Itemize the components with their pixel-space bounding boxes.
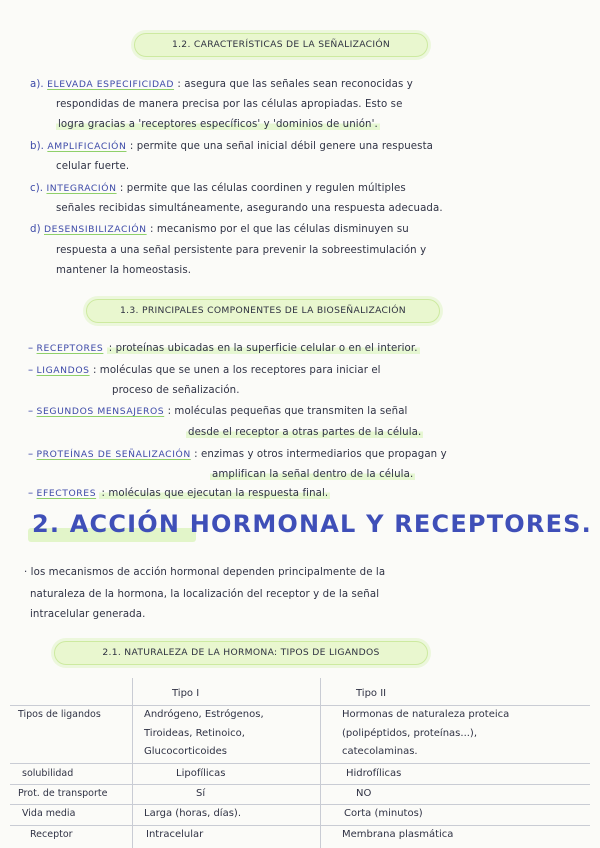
component-proteinas-senalizacion	[28, 449, 447, 460]
characteristic-a-text-3: logra gracias a 'receptores específicos' y 'dominios de unión'.	[58, 119, 378, 130]
cell-tipo1-vida-media: Larga (horas, días).	[144, 808, 241, 819]
characteristic-b-text-1: : permite que una señal inicial débil genere una respuesta	[129, 141, 434, 152]
col-header-tipo-2: Tipo II	[356, 688, 387, 699]
keyword-ligandos: LIGANDOS	[36, 365, 90, 376]
component-efectores-text: : moléculas que ejecutan la respuesta final.	[101, 488, 329, 499]
characteristic-d-text-1: : mecanismo por el que las células disminuyen su	[149, 224, 409, 235]
characteristic-c-text-1: : permite que las células coordinen y regulen múltiples	[119, 183, 406, 194]
cell-tipo1-transporte: Sí	[196, 788, 206, 799]
cell-tipo1-receptor: Intracelular	[146, 829, 204, 840]
cell-tipo2-solubilidad: Hidrofílicas	[346, 768, 402, 779]
section-2-intro-text-3: intracelular generada.	[30, 609, 146, 620]
marker-c: c).	[30, 183, 44, 194]
table-divider	[10, 705, 590, 706]
component-receptores	[28, 343, 420, 354]
keyword-amplificacion: AMPLIFICACIÓN	[47, 141, 127, 152]
characteristic-a-line-3	[56, 119, 380, 130]
cell-tipo1-ligandos-2: Tiroideas, Retinoico,	[144, 728, 245, 739]
characteristic-b-line-2	[56, 161, 129, 172]
row-label-solubilidad: solubilidad	[22, 768, 74, 779]
marker-d: d)	[30, 224, 41, 235]
component-proteinas-line-2	[210, 469, 415, 480]
component-receptores-text: : proteínas ubicadas en la superficie celular o en el interior.	[108, 343, 418, 354]
section-header-1-3-text: 1.3. PRINCIPALES COMPONENTES DE LA BIOSEÑALIZACIÓN	[120, 305, 406, 316]
characteristic-d-line-1	[30, 224, 409, 235]
row-label-tipos-ligandos: Tipos de ligandos	[18, 709, 101, 720]
cell-tipo2-ligandos-3: catecolaminas.	[342, 746, 418, 757]
component-segundos-mensajeros	[28, 406, 407, 417]
keyword-segundos-mensajeros: SEGUNDOS MENSAJEROS	[36, 406, 165, 417]
dash-bullet: –	[28, 343, 34, 354]
cell-tipo2-ligandos-2: (polipéptidos, proteínas...),	[342, 728, 478, 739]
keyword-receptores: RECEPTORES	[36, 343, 104, 354]
characteristic-a-line-1	[30, 79, 413, 90]
characteristic-a-line-2	[56, 99, 402, 110]
component-proteinas-text-1: : enzimas y otros intermediarios que propagan y	[194, 449, 447, 460]
col-header-tipo-1: Tipo I	[172, 688, 200, 699]
dash-bullet: –	[28, 365, 34, 376]
keyword-desensibilizacion: DESENSIBILIZACIÓN	[44, 224, 147, 235]
table-divider	[10, 825, 590, 826]
section-header-2-1-text: 2.1. NATURALEZA DE LA HORMONA: TIPOS DE LIGANDOS	[102, 647, 380, 658]
cell-tipo2-vida-media: Corta (minutos)	[344, 808, 423, 819]
characteristic-d-line-3	[56, 265, 191, 276]
cell-tipo2-transporte: NO	[356, 788, 372, 799]
section-header-1-3	[86, 299, 440, 323]
dash-bullet: –	[28, 449, 34, 460]
characteristic-d-line-2	[56, 245, 426, 256]
cell-tipo2-receptor: Membrana plasmática	[342, 829, 454, 840]
keyword-proteinas-senalizacion: PROTEÍNAS DE SEÑALIZACIÓN	[36, 449, 191, 460]
section-2-intro-text-1: · los mecanismos de acción hormonal dependen principalmente de la	[24, 567, 386, 578]
component-segundos-mensajeros-text-1: : moléculas pequeñas que transmiten la señal	[167, 406, 408, 417]
keyword-elevada-especificidad: ELEVADA ESPECIFICIDAD	[47, 79, 175, 90]
marker-a: a).	[30, 79, 44, 90]
characteristic-a-text-2: respondidas de manera precisa por las células apropiadas. Esto se	[56, 99, 403, 110]
marker-b: b).	[30, 141, 44, 152]
row-label-receptor: Receptor	[30, 829, 73, 840]
cell-tipo2-ligandos-1: Hormonas de naturaleza proteica	[342, 709, 510, 720]
keyword-efectores: EFECTORES	[36, 488, 97, 499]
characteristic-c-line-1	[30, 183, 406, 194]
keyword-integracion: INTEGRACIÓN	[46, 183, 117, 194]
table-divider	[10, 763, 590, 764]
section-2-title: 2. ACCIÓN HORMONAL Y RECEPTORES.	[32, 510, 592, 538]
section-2-intro-text-2: naturaleza de la hormona, la localización del receptor y de la señal	[30, 589, 380, 600]
cell-tipo1-ligandos-1: Andrógeno, Estrógenos,	[144, 709, 264, 720]
characteristic-b-text-2: celular fuerte.	[56, 161, 130, 172]
section-header-1-2-text: 1.2. CARACTERÍSTICAS DE LA SEÑALIZACIÓN	[171, 39, 391, 50]
component-ligandos	[28, 365, 381, 376]
component-segundos-mensajeros-line-2	[186, 427, 423, 438]
section-2-intro-line-2	[30, 589, 379, 600]
component-ligandos-text-1: : moléculas que se unen a los receptores para iniciar el	[92, 365, 381, 376]
component-segundos-mensajeros-text-2: desde el receptor a otras partes de la célula.	[188, 427, 422, 438]
component-proteinas-text-2: amplifican la señal dentro de la célula.	[212, 469, 414, 480]
table-divider	[10, 804, 590, 805]
cell-tipo1-solubilidad: Lipofílicas	[176, 768, 226, 779]
dash-bullet: –	[28, 406, 34, 417]
component-efectores	[28, 488, 330, 499]
section-header-2-1	[54, 641, 428, 665]
row-label-prot-transporte: Prot. de transporte	[18, 788, 108, 799]
characteristic-d-text-2: respuesta a una señal persistente para prevenir la sobreestimulación y	[56, 245, 427, 256]
characteristic-c-line-2	[56, 203, 443, 214]
component-ligandos-line-2	[112, 385, 240, 396]
characteristic-d-text-3: mantener la homeostasis.	[56, 265, 192, 276]
characteristic-b-line-1	[30, 141, 433, 152]
characteristic-a-text-1: : asegura que las señales sean reconocidas y	[177, 79, 413, 90]
row-label-vida-media: Vida media	[22, 808, 76, 819]
table-divider	[10, 784, 590, 785]
section-2-intro-line-1	[24, 567, 385, 578]
component-ligandos-text-2: proceso de señalización.	[112, 385, 240, 396]
section-2-intro-line-3	[30, 609, 145, 620]
characteristic-c-text-2: señales recibidas simultáneamente, asegurando una respuesta adecuada.	[56, 203, 443, 214]
cell-tipo1-ligandos-3: Glucocorticoides	[144, 746, 228, 757]
dash-bullet: –	[28, 488, 34, 499]
section-header-1-2	[134, 33, 428, 57]
